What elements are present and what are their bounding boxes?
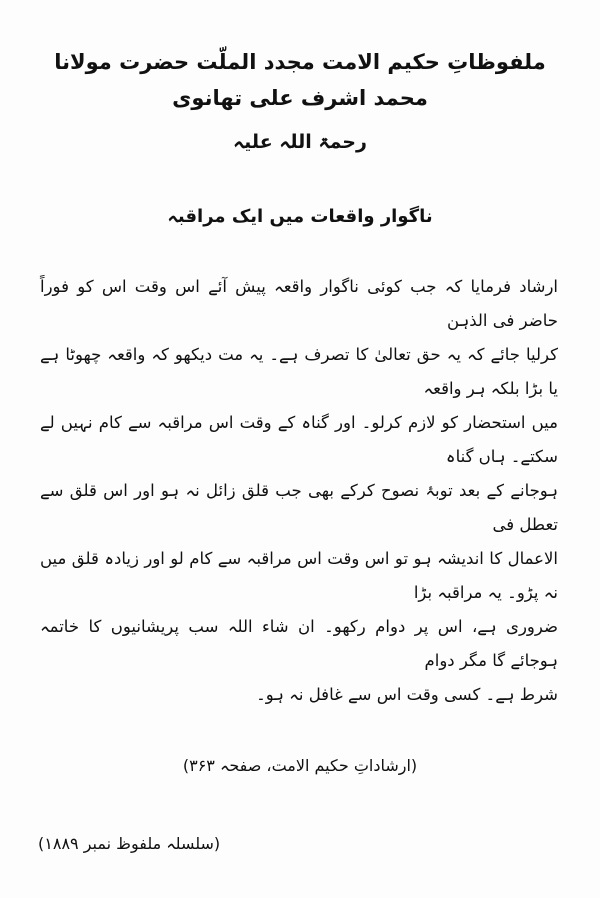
body-line: شرط ہے۔ کسی وقت اس سے غافل نہ ہو۔	[256, 685, 558, 704]
body-line: کرلیا جائے کہ یہ حق تعالیٰ کا تصرف ہے۔ یہ مت دیکھو کہ واقعہ چھوٹا ہے یا بڑا بلکہ ہر واقعہ	[40, 345, 558, 398]
document-title: ملفوظاتِ حکیم الامت مجدد الملّت حضرت مولانا محمد اشرف علی تھانوی	[54, 50, 546, 110]
section-heading: ناگوار واقعات میں ایک مراقبہ	[167, 206, 433, 227]
source-citation: (ارشاداتِ حکیم الامت، صفحہ ۳۶۳)	[182, 756, 418, 775]
body-line: الاعمال کا اندیشہ ہو تو اس وقت اس مراقبہ سے کام لو اور زیادہ قلق میں نہ پڑو۔ یہ مراقبہ بڑا	[40, 549, 558, 602]
body-line: میں استحضار کو لازم کرلو۔ اور گناہ کے وقت اس مراقبہ سے کام نہیں لے سکتے۔ ہاں گناہ	[40, 413, 558, 466]
series-number-row	[38, 830, 562, 858]
body-line: ارشاد فرمایا کہ جب کوئی ناگوار واقعہ پیش آئے اس وقت اس کو فوراً حاضر فی الذہن	[40, 277, 558, 330]
series-number: (سلسلہ ملفوظ نمبر ۱۸۸۹)	[38, 834, 221, 853]
document-subtitle: رحمۃ اللہ علیہ	[233, 131, 367, 153]
body-line: ضروری ہے، اس پر دوام رکھو۔ ان شاء اللہ سب پریشانیوں کا خاتمہ ہوجائے گا مگر دوام	[40, 617, 558, 670]
body-paragraph	[40, 270, 558, 712]
body-line: ہوجانے کے بعد توبۂ نصوح کرکے بھی جب قلق زائل نہ ہو اور اس قلق سے تعطل فی	[40, 481, 558, 534]
